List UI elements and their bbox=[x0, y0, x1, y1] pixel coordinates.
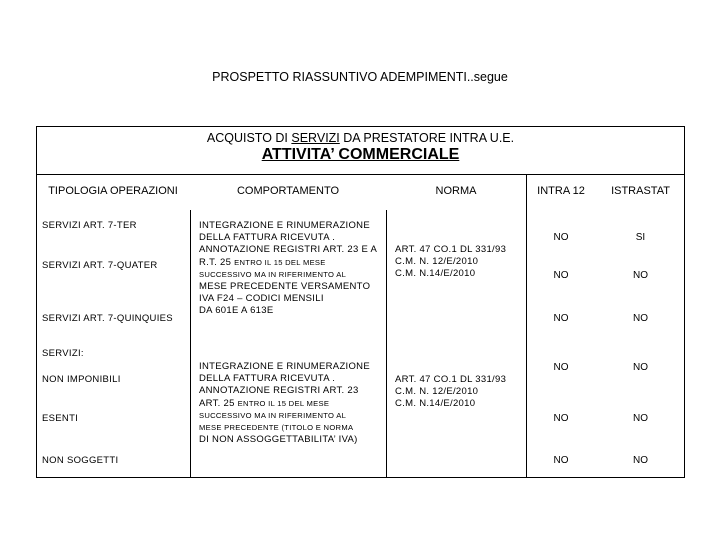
box-subtitle: ACQUISTO DI SERVIZI DA PRESTATORE INTRA U.E. bbox=[206, 131, 515, 145]
operation-label: NON SOGGETTI bbox=[42, 455, 119, 466]
column-separator bbox=[526, 174, 527, 478]
istrastat-value: NO bbox=[633, 413, 648, 424]
header-divider bbox=[37, 174, 684, 175]
comportamento-text: INTEGRAZIONE E RINUMERAZIONE DELLA FATTURA RICEVUTA . ANNOTAZIONE REGISTRI ART. 23 E A R.T. 25 ENTRO IL 15 DEL MESE SUCCESSIVO MA IN RIFERIMENTO AL MESE PRECEDENTE VERSAMENTO IVA F24 – CODICI MENSILI DA 601E A 613E bbox=[199, 220, 378, 317]
column-separator bbox=[190, 210, 191, 478]
underlined-word: SERVIZI bbox=[291, 131, 340, 145]
operation-label: SERVIZI ART. 7-QUATER bbox=[42, 260, 158, 271]
intra-value: NO bbox=[553, 313, 569, 324]
header-istrastat: ISTRASTAT bbox=[611, 185, 670, 197]
box-heading: ATTIVITA’ COMMERCIALE bbox=[261, 146, 460, 163]
intra-value: NO bbox=[553, 455, 569, 466]
operation-label: ESENTI bbox=[42, 413, 79, 424]
istrastat-value: NO bbox=[633, 362, 648, 373]
operation-label: NON IMPONIBILI bbox=[42, 374, 121, 385]
intra-value: NO bbox=[553, 413, 569, 424]
istrastat-value: SI bbox=[635, 232, 646, 243]
istrastat-value: NO bbox=[633, 455, 648, 466]
operation-label: SERVIZI ART. 7-QUINQUIES bbox=[42, 313, 173, 324]
header-intra: INTRA 12 bbox=[537, 185, 585, 197]
operation-label: SERVIZI ART. 7-TER bbox=[42, 220, 137, 231]
page-title: PROSPETTO RIASSUNTIVO ADEMPIMENTI..segue bbox=[212, 70, 508, 84]
header-norma: NORMA bbox=[435, 185, 477, 197]
istrastat-value: NO bbox=[633, 270, 648, 281]
intra-value: NO bbox=[553, 232, 569, 243]
istrastat-value: NO bbox=[633, 313, 648, 324]
intra-value: NO bbox=[553, 362, 569, 373]
header-tipologia: TIPOLOGIA OPERAZIONI bbox=[48, 185, 178, 197]
norma-text: ART. 47 CO.1 DL 331/93 C.M. N. 12/E/2010 C.M. N.14/E/2010 bbox=[395, 374, 507, 410]
column-separator bbox=[386, 210, 387, 478]
intra-value: NO bbox=[553, 270, 569, 281]
header-comportamento: COMPORTAMENTO bbox=[236, 185, 340, 197]
norma-text: ART. 47 CO.1 DL 331/93 C.M. N. 12/E/2010 C.M. N.14/E/2010 bbox=[395, 244, 507, 280]
comportamento-text: INTEGRAZIONE E RINUMERAZIONE DELLA FATTURA RICEVUTA . ANNOTAZIONE REGISTRI ART. 23 ART. 25 ENTRO IL 15 DEL MESE SUCCESSIVO MA IN RIFERIMENTO AL MESE PRECEDENTE (TITOLO E NORMA DI NON ASSOGGETTABILITA’ IVA) bbox=[199, 361, 370, 446]
group-label: SERVIZI: bbox=[42, 348, 84, 359]
